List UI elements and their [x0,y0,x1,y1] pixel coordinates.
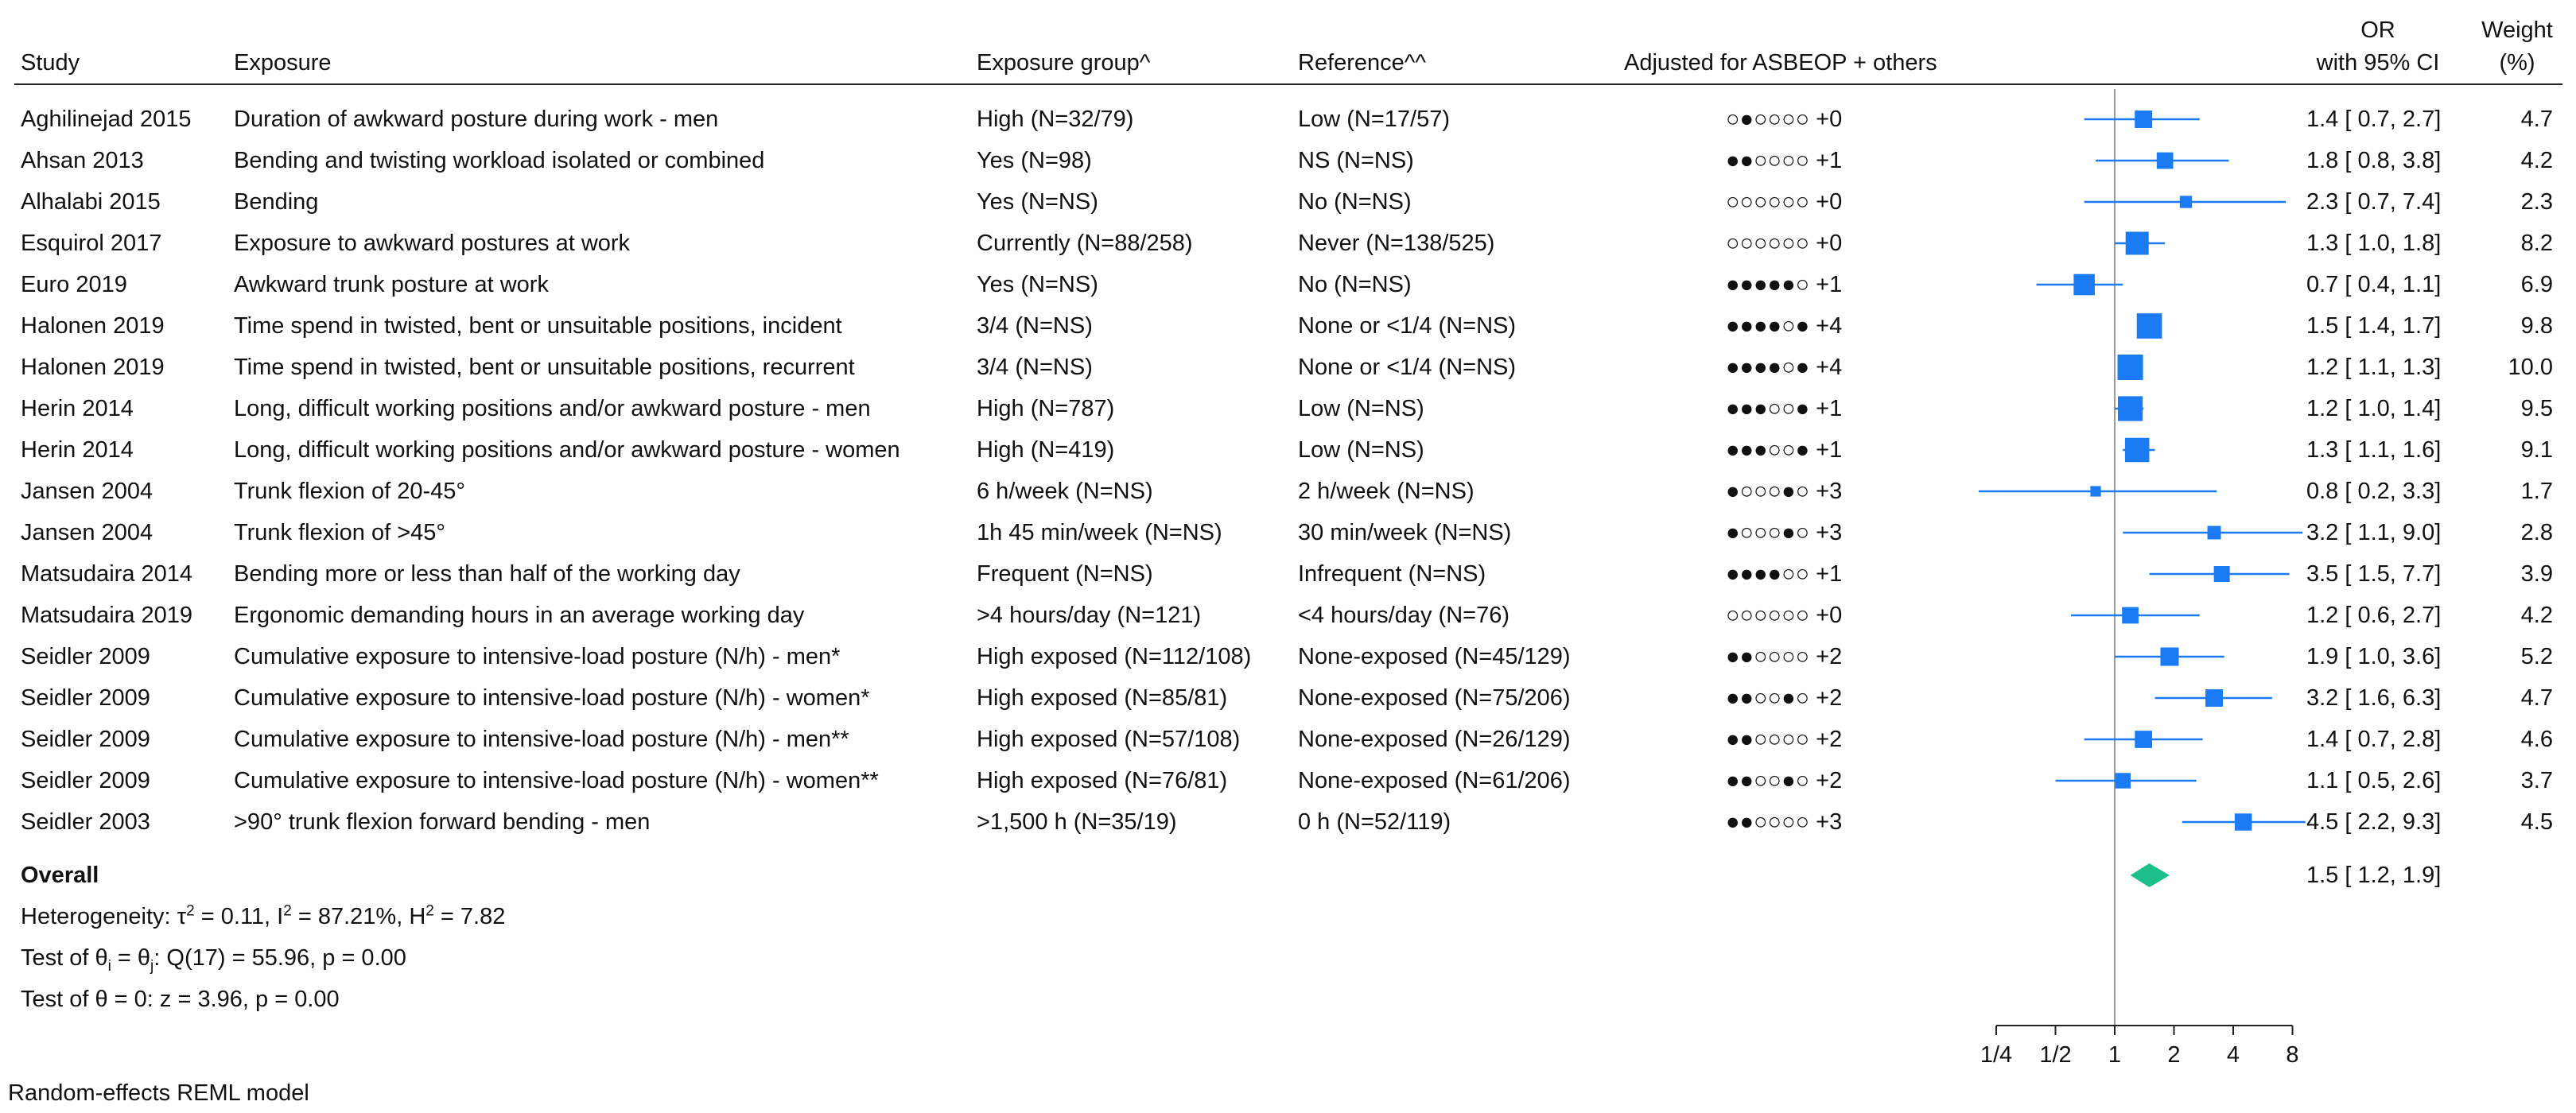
study-name: Euro 2019 [21,272,127,297]
study-name: Halonen 2019 [21,313,165,339]
or-ci-text: 1.8 [ 0.8, 3.8] [2306,148,2442,173]
reference-text: 30 min/week (N=NS) [1298,520,1512,545]
or-ci-text: 0.7 [ 0.4, 1.1] [2306,272,2442,297]
exposure-group-text: High exposed (N=112/108) [977,644,1252,669]
weight-text: 2.3 [2520,189,2553,215]
x-tick-label: 4 [2226,1042,2240,1068]
adjusted-score-text: ●○○○●○ +3 [1726,479,1843,504]
reference-text: Low (N=NS) [1298,396,1424,421]
header-exposure-group: Exposure group^ [977,50,1151,76]
overall-or-ci: 1.5 [ 1.2, 1.9] [2306,863,2442,888]
overall-diamond [2131,863,2170,887]
study-name: Ahsan 2013 [21,148,144,173]
adjusted-score-text: ●●○○●○ +2 [1726,768,1843,793]
reference-text: <4 hours/day (N=76) [1298,603,1509,628]
or-marker [2160,647,2178,665]
exposure-text: Awkward trunk posture at work [234,272,549,297]
or-marker [2122,607,2139,624]
exposure-group-text: High exposed (N=85/81) [977,685,1228,711]
x-tick-label: 1 [2108,1042,2122,1068]
or-ci-text: 3.5 [ 1.5, 7.7] [2306,561,2442,587]
or-marker [2157,153,2174,169]
or-ci-text: 3.2 [ 1.1, 9.0] [2306,520,2442,545]
header-or: OR [2360,17,2395,43]
study-name: Halonen 2019 [21,355,165,380]
exposure-text: Time spend in twisted, bent or unsuitable positions, incident [234,313,842,339]
study-name: Seidler 2009 [21,727,150,752]
adjusted-score-text: ●●●●○● +4 [1726,313,1843,339]
x-tick-label: 1/2 [2039,1042,2072,1068]
header-weight-unit: (%) [2499,50,2535,76]
study-name: Matsudaira 2014 [21,561,193,587]
weight-text: 8.2 [2520,231,2553,256]
weight-text: 4.5 [2520,809,2553,835]
exposure-text: Cumulative exposure to intensive-load posture (N/h) - women** [234,768,879,793]
or-marker [2116,773,2131,788]
exposure-group-text: >4 hours/day (N=121) [977,603,1202,628]
exposure-text: >90° trunk flexion forward bending - men [234,809,651,835]
exposure-group-text: High (N=419) [977,437,1115,463]
or-marker [2135,111,2152,128]
exposure-text: Bending more or less than half of the working day [234,561,740,587]
adjusted-score-text: ●●○○○○ +1 [1726,148,1843,173]
adjusted-score-text: ●●●○○● +1 [1726,396,1843,421]
study-name: Herin 2014 [21,396,134,421]
heterogeneity-text: Heterogeneity: $\tau^2 = 0.11$, $I^2 = 87.21\%$, $H^2 = 7.82$ [21,902,506,929]
study-name: Seidler 2009 [21,685,150,711]
or-marker [2073,274,2095,296]
adjusted-score-text: ●●●●○○ +1 [1726,561,1843,587]
study-name: Seidler 2009 [21,644,150,669]
or-marker [2118,355,2143,380]
or-ci-text: 1.4 [ 0.7, 2.8] [2306,727,2442,752]
overall-label: Overall [21,863,99,888]
exposure-text: Long, difficult working positions and/or awkward posture - men [234,396,871,421]
adjusted-score-text: ○●○○○○ +0 [1726,107,1843,132]
reference-text: No (N=NS) [1298,272,1412,297]
exposure-group-text: 1h 45 min/week (N=NS) [977,520,1222,545]
reference-text: Low (N=17/57) [1298,107,1451,132]
weight-text: 3.7 [2520,768,2553,793]
reference-text: No (N=NS) [1298,189,1412,215]
adjusted-score-text: ○○○○○○ +0 [1726,189,1843,215]
adjusted-score-text: ●●○○○○ +3 [1726,809,1843,835]
adjusted-score-text: ●●○○●○ +2 [1726,685,1843,711]
or-ci-text: 2.3 [ 0.7, 7.4] [2306,189,2442,215]
exposure-text: Bending and twisting workload isolated or combined [234,148,765,173]
or-marker [2235,813,2252,830]
adjusted-score-text: ●●○○○○ +2 [1726,727,1843,752]
weight-text: 4.2 [2520,148,2553,173]
x-tick-label: 1/4 [1980,1042,2013,1068]
study-name: Jansen 2004 [21,520,153,545]
weight-text: 4.7 [2520,685,2553,711]
exposure-text: Ergonomic demanding hours in an average working day [234,603,805,628]
exposure-text: Exposure to awkward postures at work [234,231,631,256]
or-marker [2137,313,2162,339]
reference-text: 0 h (N=52/119) [1298,809,1451,835]
or-marker [2126,232,2149,255]
header-weight: Weight [2481,17,2553,43]
exposure-text: Time spend in twisted, bent or unsuitable positions, recurrent [234,355,855,380]
exposure-group-text: Frequent (N=NS) [977,561,1153,587]
exposure-text: Trunk flexion of >45° [234,520,446,545]
adjusted-score-text: ○○○○○○ +0 [1726,603,1843,628]
or-marker [2208,526,2221,540]
study-name: Esquirol 2017 [21,231,162,256]
adjusted-score-text: ●●●●○● +4 [1726,355,1843,380]
weight-text: 6.9 [2520,272,2553,297]
weight-text: 3.9 [2520,561,2553,587]
weight-text: 9.8 [2520,313,2553,339]
weight-text: 4.6 [2520,727,2553,752]
study-name: Alhalabi 2015 [21,189,161,215]
exposure-group-text: 6 h/week (N=NS) [977,479,1153,504]
header-study: Study [21,50,80,76]
study-name: Jansen 2004 [21,479,153,504]
adjusted-score-text: ●●○○○○ +2 [1726,644,1843,669]
or-ci-text: 1.2 [ 1.0, 1.4] [2306,396,2442,421]
header-exposure: Exposure [234,50,332,76]
adjusted-score-text: ●●●●●○ +1 [1726,272,1843,297]
or-ci-text: 1.5 [ 1.4, 1.7] [2306,313,2442,339]
or-marker [2125,438,2150,463]
x-tick-label: 2 [2167,1042,2181,1068]
study-name: Herin 2014 [21,437,134,463]
exposure-text: Bending [234,189,319,215]
reference-text: None-exposed (N=75/206) [1298,685,1571,711]
or-ci-text: 1.2 [ 1.1, 1.3] [2306,355,2442,380]
reference-text: Low (N=NS) [1298,437,1424,463]
model-footnote: Random-effects REML model [8,1080,309,1106]
or-marker [2205,689,2223,707]
header-adjusted: Adjusted for ASBEOP + others [1624,50,1937,76]
overall-effect-test-text: Test of θ = 0: z = 3.96, p = 0.00 [21,987,340,1012]
or-ci-text: 3.2 [ 1.6, 6.3] [2306,685,2442,711]
exposure-group-text: Yes (N=NS) [977,189,1098,215]
reference-text: None or <1/4 (N=NS) [1298,355,1517,380]
weight-text: 4.7 [2520,107,2553,132]
exposure-group-text: 3/4 (N=NS) [977,313,1093,339]
or-ci-text: 1.9 [ 1.0, 3.6] [2306,644,2442,669]
or-ci-text: 4.5 [ 2.2, 9.3] [2306,809,2442,835]
exposure-text: Cumulative exposure to intensive-load posture (N/h) - men* [234,644,841,669]
exposure-group-text: High exposed (N=76/81) [977,768,1228,793]
or-ci-text: 1.3 [ 1.1, 1.6] [2306,437,2442,463]
reference-text: None-exposed (N=45/129) [1298,644,1571,669]
exposure-group-text: High (N=787) [977,396,1115,421]
header-or-ci: with 95% CI [2316,50,2440,76]
weight-text: 9.1 [2520,437,2553,463]
homogeneity-test-text: Test of $\theta_i = \theta_j$: Q(17) = 55.96, p = 0.00 [21,945,406,975]
exposure-text: Trunk flexion of 20-45° [234,479,466,504]
adjusted-score-text: ●○○○●○ +3 [1726,520,1843,545]
reference-text: Never (N=138/525) [1298,231,1495,256]
weight-text: 5.2 [2520,644,2553,669]
exposure-group-text: High exposed (N=57/108) [977,727,1241,752]
exposure-text: Long, difficult working positions and/or awkward posture - women [234,437,900,463]
or-ci-text: 0.8 [ 0.2, 3.3] [2306,479,2442,504]
study-name: Seidler 2009 [21,768,150,793]
weight-text: 9.5 [2520,396,2553,421]
exposure-group-text: Yes (N=98) [977,148,1092,173]
weight-text: 4.2 [2520,603,2553,628]
reference-text: None-exposed (N=26/129) [1298,727,1571,752]
exposure-text: Cumulative exposure to intensive-load posture (N/h) - women* [234,685,870,711]
study-name: Aghilinejad 2015 [21,107,192,132]
x-tick-label: 8 [2286,1042,2299,1068]
exposure-group-text: Yes (N=NS) [977,272,1098,297]
or-marker [2214,566,2230,582]
or-ci-text: 1.3 [ 1.0, 1.8] [2306,231,2442,256]
study-name: Seidler 2003 [21,809,150,835]
exposure-group-text: 3/4 (N=NS) [977,355,1093,380]
or-ci-text: 1.4 [ 0.7, 2.7] [2306,107,2442,132]
exposure-group-text: High (N=32/79) [977,107,1134,132]
reference-text: 2 h/week (N=NS) [1298,479,1474,504]
or-ci-text: 1.2 [ 0.6, 2.7] [2306,603,2442,628]
weight-text: 2.8 [2520,520,2553,545]
exposure-group-text: Currently (N=88/258) [977,231,1193,256]
weight-text: 10.0 [2508,355,2553,380]
adjusted-score-text: ○○○○○○ +0 [1726,231,1843,256]
reference-text: None or <1/4 (N=NS) [1298,313,1517,339]
weight-text: 1.7 [2520,479,2553,504]
reference-text: NS (N=NS) [1298,148,1414,173]
reference-text: None-exposed (N=61/206) [1298,768,1571,793]
or-ci-text: 1.1 [ 0.5, 2.6] [2306,768,2442,793]
adjusted-score-text: ●●●○○● +1 [1726,437,1843,463]
exposure-text: Duration of awkward posture during work - men [234,107,719,132]
exposure-text: Cumulative exposure to intensive-load posture (N/h) - men** [234,727,849,752]
or-marker [2135,731,2152,748]
or-marker [2118,396,2143,421]
study-name: Matsudaira 2019 [21,603,193,628]
or-marker [2090,486,2100,496]
or-marker [2180,196,2192,207]
header-reference: Reference^^ [1298,50,1427,76]
reference-text: Infrequent (N=NS) [1298,561,1486,587]
exposure-group-text: >1,500 h (N=35/19) [977,809,1177,835]
